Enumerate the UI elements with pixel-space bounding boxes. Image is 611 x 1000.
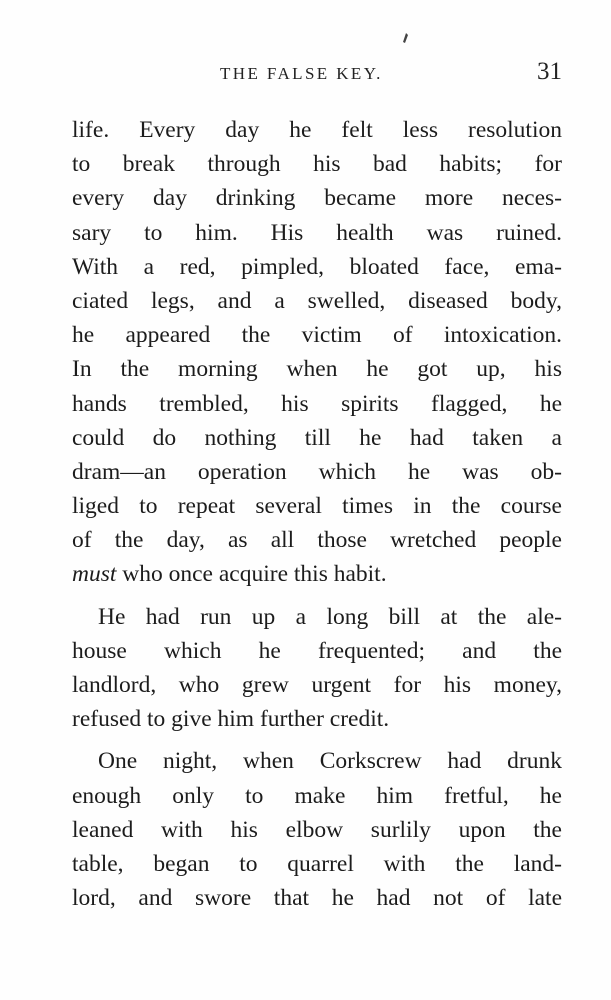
text-line: liged to repeat several times in the course [72,493,562,520]
paragraph-1 [72,113,562,592]
text-line: sary to him. His health was ruined. [72,219,562,246]
text-line: refused to give him further credit. [72,706,390,733]
page-number: 31 [537,58,562,85]
text-line: life. Every day he felt less resolution [72,117,562,143]
text-line: every day drinking became more neces- [72,185,562,212]
text-line: of the day, as all those wretched people [72,527,562,554]
text-line: One night, when Corkscrew had drunk [98,748,562,775]
running-head [72,58,562,90]
text-line: table, began to quarrel with the land- [72,850,562,877]
text-line-final [72,557,562,591]
text-line: hands trembled, his spirits flagged, he [72,390,562,417]
text-line: lord, and swore that he had not of late [72,885,562,912]
italic-word: must [72,561,117,588]
paragraph-2 [72,600,562,737]
text-line: he appeared the victim of intoxication. [72,322,562,349]
text-line: In the morning when he got up, his [72,356,562,383]
body-text [72,113,562,915]
text-line: to break through his bad habits; for [72,151,562,178]
text-line: could do nothing till he had taken a [72,424,562,451]
text-line: house which he frequented; and the [72,637,562,664]
text-line: With a red, pimpled, bloated face, ema- [72,253,562,280]
text-line: landlord, who grew urgent for his money, [72,672,562,698]
text-line: leaned with his elbow surlily upon the [72,816,562,843]
text-line: dram—an operation which he was ob- [72,458,562,485]
text-line: enough only to make him fretful, he [72,782,562,809]
text-fragment: who once acquire this habit. [116,561,387,588]
paragraph-3 [72,744,562,915]
text-line: He had run up a long bill at the ale- [98,603,562,630]
text-line: ciated legs, and a swelled, diseased body, [72,287,562,314]
ink-speck [402,33,408,43]
running-title: THE FALSE KEY. [220,64,383,83]
